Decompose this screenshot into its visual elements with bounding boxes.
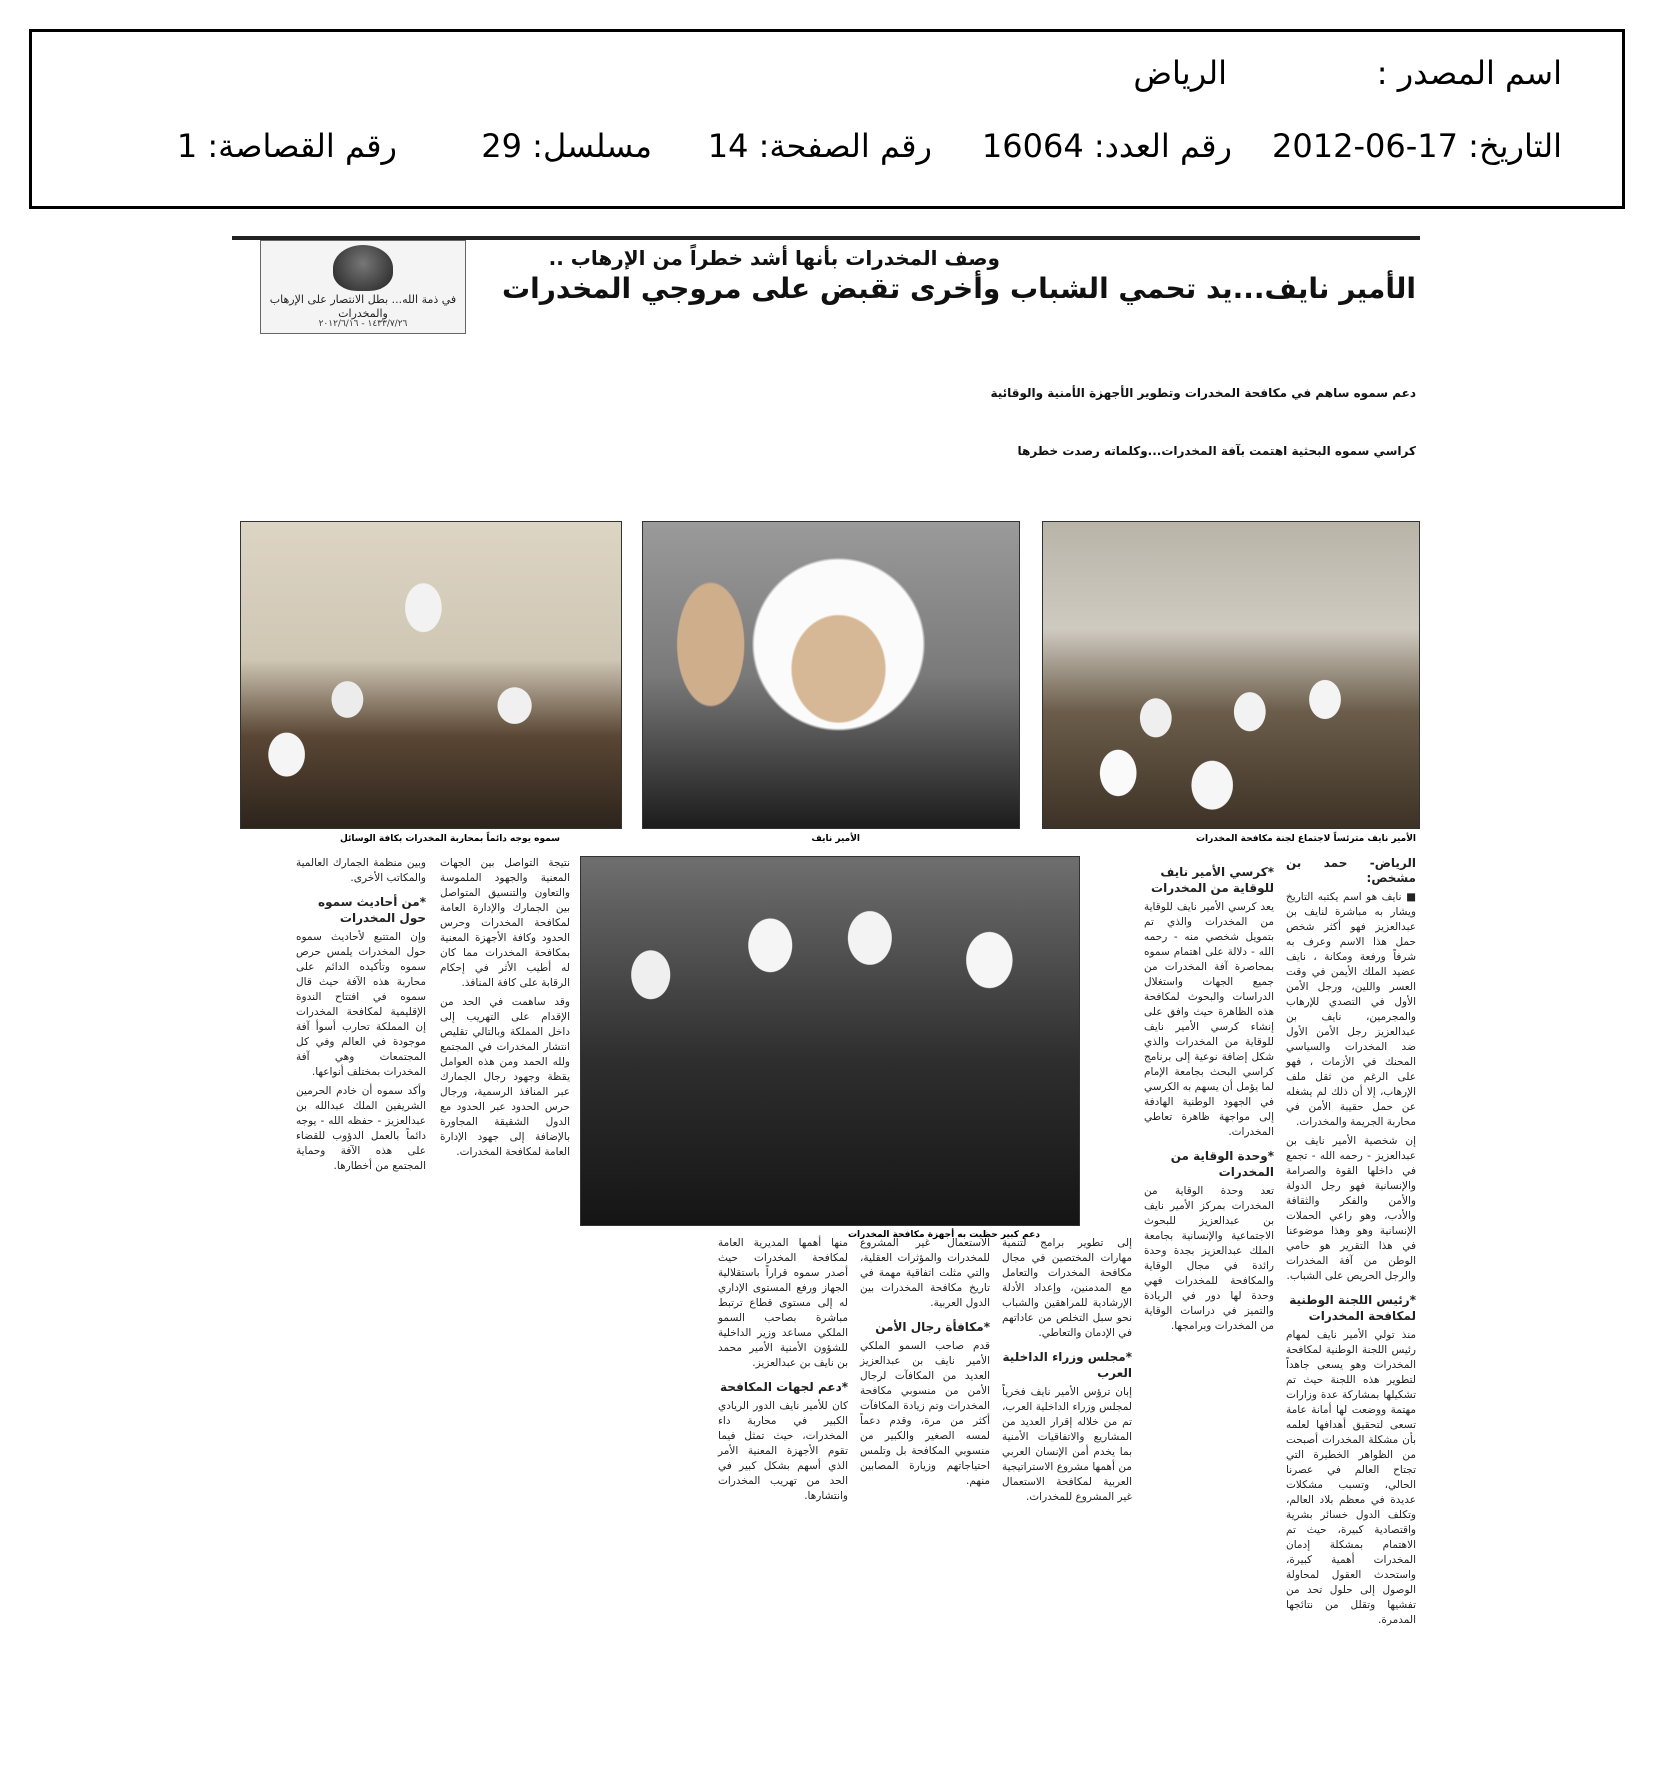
section-heading: *مكافأة رجال الأمن xyxy=(875,1320,990,1334)
paragraph: تعد وحدة الوقاية من المخدرات بمركز الأمير نايف بن عبدالعزيز للبحوث الاجتماعية والإنسانية بجامعة الملك عبدالعزيز بجدة وحدة رائدة في مجال الوقاية والمكافحة للمخدرات فهي وحدة لها دور في الريادة والتميز في دراسات الوقاية من المخدرات وبرامجها. xyxy=(1144,1185,1274,1332)
clip-number: رقم القصاصة: 1 xyxy=(176,127,397,165)
paragraph: منذ تولي الأمير نايف لمهام رئيس اللجنة الوطنية لمكافحة المخدرات وهو يسعى جاهداً لتطوير هذه اللجنة حيث تم تشكيلها بمشاركة عدة وزارات مهتمة ووضعت لها أمانة عامة تسعى لتحقيق أهدافها لعلمه بأن مشكلة المخدرات أصبحت من الظواهر الخطيرة التي تجتاح العالم في عصرنا الحالي، وتسبب مشكلات عديدة في معظم بلاد العالم، وتكلف الدول خسائر بشرية واقتصادية كبيرة، حيث تم الاهتمام بمشكلة إدمان المخدرات أهمية كبيرة، واستحدث العقول لمحاولة الوصول إلى حلول تحد من تفشيها وتقلل من نتائجها المدمرة. xyxy=(1286,1329,1416,1626)
section-heading: *من أحاديث سموه حول المخدرات xyxy=(318,895,426,925)
caption-photo-3: سموه يوجه دائماً بمحاربة المخدرات بكافة الوسائل xyxy=(340,834,560,844)
section-heading: *كرسي الأمير نايف للوقاية من المخدرات xyxy=(1151,865,1274,895)
photo-prince-portrait xyxy=(642,521,1020,829)
emblem-text: في ذمة الله... بطل الانتصار على الإرهاب والمخدرات xyxy=(269,293,457,321)
photo-award-ceremony xyxy=(580,856,1080,1226)
paragraph: إلى تطوير برامج لتنمية مهارات المختصين في مجال مكافحة المخدرات والتعامل مع المدمنين، وإعداد الأدلة الإرشادية للمراهقين والشباب نحو سبل التخلص من عاداتهم في الإدمان والتعاطي. xyxy=(1002,1237,1132,1339)
main-headline: الأمير نايف...يد تحمي الشباب وأخرى تقبض على مروجي المخدرات xyxy=(502,272,1416,305)
section-heading: *رئيس اللجنة الوطنية لمكافحة المخدرات xyxy=(1289,1293,1416,1323)
paragraph: نتيجة التواصل بين الجهات المعنية والجهود الملموسة والتعاون والتنسيق المتواصل بين الجمارك والإدارة العامة لمكافحة المخدرات وحرس الحدود وكافة الأجهزة المعنية بمكافحة المخدرات مما كان له أطيب الأثر في إحكام الرقابة على كافة المنافذ. xyxy=(440,857,570,989)
article-column-5 xyxy=(718,1236,848,1756)
paragraph: كان للأمير نايف الدور الريادي الكبير في محاربة داء المخدرات، حيث تمثل فيما تقوم الأجهزة المعنية الأمر الذي أسهم بشكل كبير في الحد من تهريب المخدرات وانتشارها. xyxy=(718,1400,848,1502)
section-heading: *وحدة الوقاية من المخدرات xyxy=(1170,1149,1274,1179)
section-heading: *مجلس وزراء الداخلية العرب xyxy=(1002,1350,1132,1380)
paragraph: وبين منظمة الجمارك العالمية والمكاتب الأخرى. xyxy=(296,857,426,884)
page-number: رقم الصفحة: 14 xyxy=(707,127,932,165)
date-field: التاريخ: 17-06-2012 xyxy=(1272,127,1562,165)
photo-committee-meeting xyxy=(1042,521,1420,829)
paragraph: يعد كرسي الأمير نايف للوقاية من المخدرات والذي تم بتمويل شخصي منه - رحمه الله - دلالة على اهتمام سموه بمحاصرة آفة المخدرات من جميع الجهات واستغلال الدراسات والبحوث لمكافحة هذه الظاهرة حيث وافق على إنشاء كرسي الأمير نايف للوقاية من المخدرات والذي شكل إضافة نوعية إلى برنامج كراسي البحث بجامعة الإمام لما يؤمل أن يسهم به الكرسي في الجهود الوطنية الهادفة إلى مواجهة ظاهرة تعاطي المخدرات. xyxy=(1144,901,1274,1138)
portrait-icon xyxy=(333,245,393,291)
source-info-box xyxy=(29,29,1625,209)
issue-number: رقم العدد: 16064 xyxy=(981,127,1232,165)
newspaper-clipping xyxy=(232,236,1420,1771)
caption-photo-4: دعم كبير حظيت به أجهزة مكافحة المخدرات xyxy=(847,1230,1040,1240)
paragraph: وقد ساهمت في الحد من الإقدام على التهريب إلى داخل المملكة وبالتالي تقليص انتشار المخدرات في المجتمع ولله الحمد ومن هذه العوامل يقظة وجهود رجال الجمارك عبر المنافذ الرسمية، ورجال حرس الحدود عبر الحدود مع الدول الشقيقة المجاورة بالإضافة إلى جهود الإدارة العامة لمكافحة المخدرات. xyxy=(440,996,570,1158)
caption-photo-2: الأمير نايف xyxy=(811,834,860,844)
article-column-1 xyxy=(1286,856,1416,1756)
sub-headline-2: كراسي سموه البحثية اهتمت بآفة المخدرات...وكلماته رصدت خطرها xyxy=(1017,444,1416,458)
article-column-7 xyxy=(296,856,426,1756)
section-heading: *دعم لجهات المكافحة xyxy=(720,1380,848,1394)
emblem-date: ١٤٣٣/٧/٢٦ - ٢٠١٢/٦/١٦ xyxy=(318,319,408,329)
article-column-2 xyxy=(1144,856,1274,1756)
sub-headline-1: دعم سموه ساهم في مكافحة المخدرات وتطوير الأجهزة الأمنية والوقائية xyxy=(990,386,1416,400)
paragraph: وإن المتتبع لأحاديث سموه حول المخدرات يلمس حرص سموه وتأكيده الدائم على محاربة هذه الآفة حيث قال سموه في افتتاح الندوة الإقليمية لمكافحة المخدرات إن المملكة تحارب أسوأ آفة موجودة في العالم وفي كل المجتمعات وهي آفة المخدرات بمختلف أنواعها. xyxy=(296,931,426,1078)
paragraph: الاستعمال غير المشروع للمخدرات والمؤثرات العقلية، والتي مثلت اتفاقية مهمة في تاريخ مكافحة المخدرات بين الدول العربية. xyxy=(860,1237,990,1309)
paragraph: قدم صاحب السمو الملكي الأمير نايف بن عبدالعزيز العديد من المكافآت لرجال الأمن من منسوبي مكافحة المخدرات وتم زيادة المكافآت أكثر من مرة، وقدم دعماً لمسه الصغير والكبير من منسوبي المكافحة بل وتلمس احتياجاتهم وزيارة المصابين منهم. xyxy=(860,1340,990,1487)
article-column-3 xyxy=(1002,1236,1132,1756)
paragraph: ■ نايف هو اسم يكتبه التاريخ ويشار به مباشرة لنايف بن عبدالعزيز فهو أكثر شخص حمل هذا الاسم وعرف به شرفاً ورفعة ومكانة ، نايف عضيد الملك الأيمن في وقت العسر واللين، ورجل الأمن الأول في التصدي للإرهاب والمجرمين، نايف بن عبدالعزيز رجل الأمن الأول ضد المخدرات والسياسي المحنك في الأزمات ، فهو على الرغم من ثقل ملف الإرهاب، إلا أن ذلك لم يشغله عن حمل حقيبة الأمن في محاربة الجريمة والمخدرات. xyxy=(1286,891,1416,1128)
serial-number: مسلسل: 29 xyxy=(481,127,652,165)
memorial-emblem xyxy=(260,240,466,334)
byline: الرياض- حمد بن مشخص: xyxy=(1286,856,1416,885)
paragraph: وأكد سموه أن خادم الحرمين الشريفين الملك عبدالله بن عبدالعزيز - حفظه الله - يوجه دائماً بالعمل الدؤوب للقضاء على هذه الآفة وحماية المجتمع من أخطارها. xyxy=(296,1085,426,1172)
article-column-6 xyxy=(440,856,570,1756)
paragraph: منها أهمها المديرية العامة لمكافحة المخدرات حيث أصدر سموه قراراً باستقلالية الجهاز ورفع المستوى الإداري له إلى مستوى قطاع ترتبط مباشرة بصاحب السمو الملكي مساعد وزير الداخلية للشؤون الأمنية الأمير محمد بن نايف بن عبدالعزيز. xyxy=(718,1237,848,1369)
paragraph: إبان ترؤس الأمير نايف فخرياً لمجلس وزراء الداخلية العرب، تم من خلاله إقرار العديد من المشاريع والاتفاقيات الأمنية بما يخدم أمن الإنسان العربي من أهمها مشروع الاستراتيجية العربية لمكافحة الاستعمال غير المشروع للمخدرات. xyxy=(1002,1386,1132,1503)
source-value: الرياض xyxy=(1133,54,1227,92)
article-column-4 xyxy=(860,1236,990,1756)
caption-photo-1: الأمير نايف مترئساً لاجتماع لجنة مكافحة المخدرات xyxy=(1196,834,1416,844)
kicker: وصف المخدرات بأنها أشد خطراً من الإرهاب .. xyxy=(548,246,1000,270)
photo-office-meeting xyxy=(240,521,622,829)
paragraph: إن شخصية الأمير نايف بن عبدالعزيز - رحمه الله - تجمع في داخلها القوة والصرامة والإنسانية فهو رجل الدولة والأمن والفكر والثقافة والأدب، وهو راعي الحملات الإنسانية وهو وهذا موضوعنا في هذا التقرير هو حامي الوطن من آفة المخدرات والرجل الحريص على الشباب. xyxy=(1286,1135,1416,1282)
source-label: اسم المصدر : xyxy=(1376,54,1562,92)
